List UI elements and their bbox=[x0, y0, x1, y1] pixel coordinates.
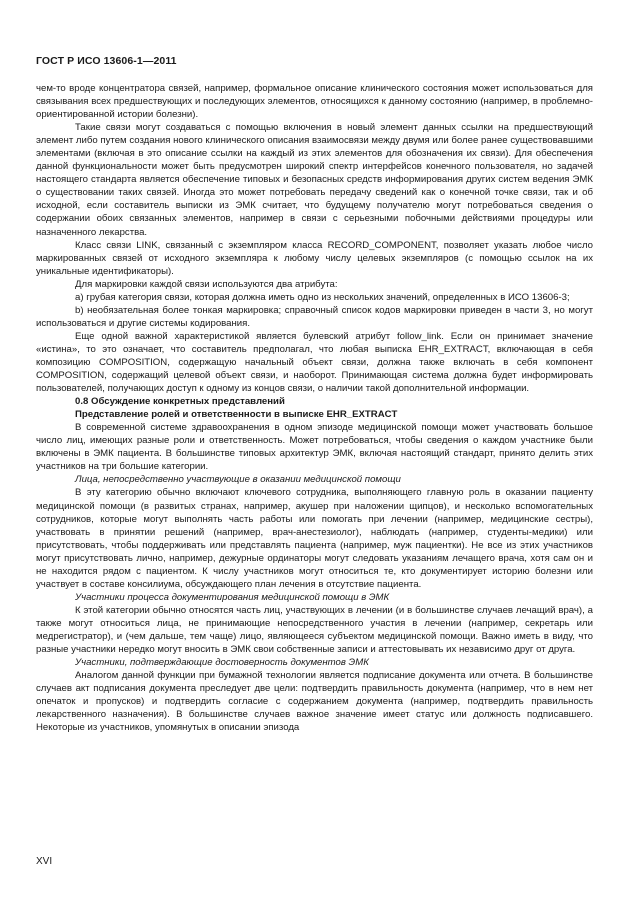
section-heading: 0.8 Обсуждение конкретных представлений bbox=[75, 396, 285, 408]
document-body bbox=[36, 82, 593, 734]
paragraph: a) грубая категория связи, которая должна иметь одно из нескольких значений, определенных в ИСО 13606-3; bbox=[75, 291, 570, 303]
paragraph: Еще одной важной характеристикой является булевский атрибут follow_link. Если он принимает значение «истина», то это означает, что составитель предполагал, что любая выписка EHR_EXTRACT, включающая в себя композицию COMPOSITION, содержащую начальный объект связи, должна также включать в себя компонент COMPOSITION, содержащий целевой объект связи, и наоборот. Принимающая система должна будет информировать пользователей, получающих доступ к одному из концов связи, о наличии такой дополнительной информации. bbox=[36, 330, 593, 395]
document-header: ГОСТ Р ИСО 13606-1—2011 bbox=[36, 55, 177, 67]
page-number: XVI bbox=[36, 856, 53, 867]
paragraph: чем-то вроде концентратора связей, например, формальное описание клинического состояния может использоваться для связывания всех предшествующих и последующих элементов, относящихся к данному состоянию (например, в проблемно-ориентированной истории болезни). bbox=[36, 83, 593, 121]
subsection-heading: Участники, подтверждающие достоверность документов ЭМК bbox=[75, 657, 369, 669]
subsection-heading: Участники процесса документирования медицинской помощи в ЭМК bbox=[75, 591, 390, 603]
section-heading: Представление ролей и ответственности в выписке EHR_EXTRACT bbox=[75, 409, 398, 421]
paragraph: Для маркировки каждой связи используются два атрибута: bbox=[75, 278, 338, 290]
subsection-heading: Лица, непосредственно участвующие в оказании медицинской помощи bbox=[75, 474, 401, 486]
paragraph: b) необязательная более тонкая маркировка; справочный список кодов маркировки приведен в части 3, но могут использоваться и другие системы кодирования. bbox=[36, 304, 593, 329]
paragraph: Такие связи могут создаваться с помощью включения в новый элемент данных ссылки на предшествующий элемент либо путем создания нового клинического описания взаимосвязи между двумя или более ранее существовавшими элементами (включая в это описание ссылки на каждый из этих элементов для обозначения их связи). Для обеспечения данной функциональности может быть предусмотрен широкий спектр интерфейсов конечного пользователя, но задачей настоящего стандарта является обеспечение типовых и безопасных средств информирования других систем ведения ЭМК о существовании таких связей. Иногда это может потребовать передачу сведений как о конечной точке связи, так и об исходной, если составитель выписки из ЭМК считает, что будущему получателю могут потребоваться сведения о содержании обоих связанных элементов, например в связи с серьезными побочными действиями процедуры или назначенного лекарства. bbox=[36, 122, 593, 238]
paragraph: Класс связи LINK, связанный с экземпляром класса RECORD_COMPONENT, позволяет указать любое число маркированных связей от исходного экземпляра к любому числу целевых экземпляров (с помощью ссылок на их уникальные идентификаторы). bbox=[36, 239, 593, 277]
paragraph: К этой категории обычно относятся часть лиц, участвующих в лечении (и в большинстве случаев лечащий врач), а также могут относиться лица, не принимающие непосредственного участия в лечении (например, секретарь или медрегистратор), и (чем дальше, тем чаще) лицо, являющееся субъектом медицинской помощи. Важно иметь в виду, что разные участники нередко могут вносить в ЭМК свои собственные записи и аттестовывать их независимо друг от друга. bbox=[36, 604, 593, 656]
paragraph: В современной системе здравоохранения в одном эпизоде медицинской помощи может участвовать большое число лиц, имеющих разные роли и ответственность. Может потребоваться, чтобы сведения о каждом участнике были включены в ЭМК пациента. В большинстве типовых архитектур ЭМК, включая настоящий стандарт, принято делить этих участников на три большие категории. bbox=[36, 422, 593, 473]
paragraph: В эту категорию обычно включают ключевого сотрудника, выполняющего главную роль в оказании пациенту медицинской помощи (в развитых странах, например, акушер при наложении щипцов), и несколько вспомогательных сотрудников, которые могут выполнять часть работы или помогать при лечении (например, медицинские сестры), участвовать в принятии решений (например, врач-анестезиолог), наблюдать (например, студенты-медики) или присутствовать, чтобы поддерживать или представлять пациента (например, муж пациентки). Не все из этих участников могут присутствовать лично, например, дежурные ординаторы могут следовать указаниям лечащего врача, хотя сам он и не находится рядом с пациентом. К числу участников могут относиться те, кто документирует историю болезни или участвует в составе консилиума, обсуждающего план лечения в отсутствие пациента. bbox=[36, 487, 593, 590]
paragraph: Аналогом данной функции при бумажной технологии является подписание документа или отчета. В большинстве случаев акт подписания документа преследует две цели: подтвердить правильность документа (например, что в нем нет опечаток и пропусков) и подтвердить согласие с содержанием документа (например, подтвердить правильность лекарственного назначения). В большинстве случаев важное значение имеет статус или должность подписавшего. Некоторые из участников, упомянутых в описании эпизода bbox=[36, 670, 593, 734]
